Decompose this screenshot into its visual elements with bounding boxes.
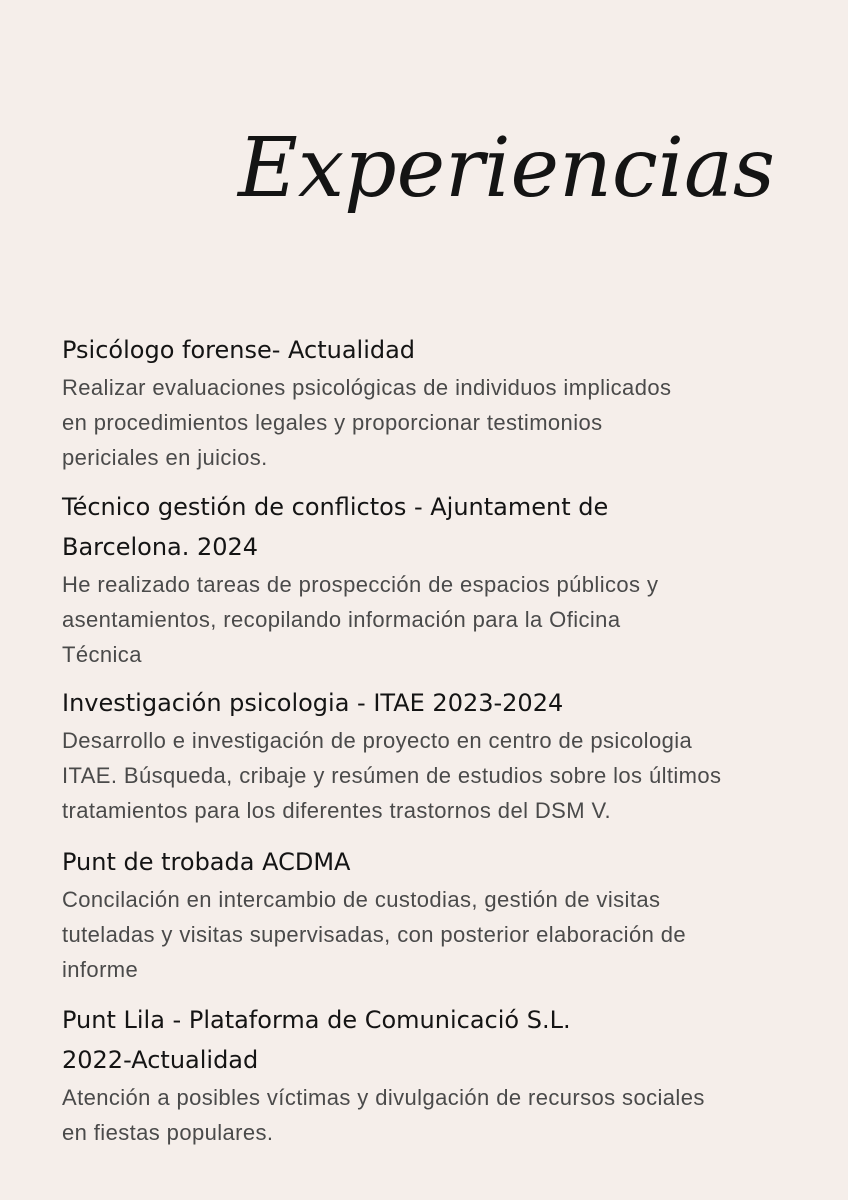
- experience-description: [62, 370, 671, 475]
- experience-description: [62, 1080, 705, 1150]
- experience-description: [62, 882, 686, 987]
- page-header: [0, 0, 848, 290]
- experience-description-line: tuteladas y visitas supervisadas, con posterior elaboración de: [62, 922, 687, 947]
- experience-title-line: 2022-Actualidad: [62, 1046, 259, 1074]
- experience-description-line: Realizar evaluaciones psicológicas de individuos implicados: [62, 375, 672, 400]
- experience-title: [62, 842, 686, 882]
- experience-item: [62, 683, 721, 828]
- experience-description-line: asentamientos, recopilando información para la Oficina: [62, 607, 621, 632]
- experience-title-line: Técnico gestión de conflictos - Ajuntament de: [62, 493, 609, 521]
- experience-description-line: ITAE. Búsqueda, cribaje y resúmen de estudios sobre los últimos: [62, 763, 722, 788]
- experience-title-line: Punt de trobada ACDMA: [62, 848, 351, 876]
- experience-description-line: Desarrollo e investigación de proyecto en centro de psicologia: [62, 728, 693, 753]
- experience-title: [62, 1000, 705, 1080]
- experience-description: [62, 723, 721, 828]
- experience-description-line: en fiestas populares.: [62, 1120, 274, 1145]
- experience-description-line: periciales en juicios.: [62, 445, 268, 470]
- experience-description-line: He realizado tareas de prospección de espacios públicos y: [62, 572, 659, 597]
- experience-item: [62, 487, 658, 672]
- experience-title: [62, 683, 721, 723]
- experience-title-line: Psicólogo forense- Actualidad: [62, 336, 416, 364]
- page-title-text: Experiencias: [238, 121, 776, 216]
- page-title: [228, 96, 776, 256]
- experience-title-line: Punt Lila - Plataforma de Comunicació S.L.: [62, 1006, 571, 1034]
- experience-description-line: tratamientos para los diferentes trastornos del DSM V.: [62, 798, 612, 823]
- experience-description-line: Concilación en intercambio de custodias, gestión de visitas: [62, 887, 661, 912]
- experience-item: [62, 330, 671, 475]
- experience-description-line: Atención a posibles víctimas y divulgación de recursos sociales: [62, 1085, 705, 1110]
- experience-title-line: Barcelona. 2024: [62, 533, 259, 561]
- experience-item: [62, 1000, 705, 1150]
- experience-title-line: Investigación psicologia - ITAE 2023-2024: [62, 689, 564, 717]
- experience-description-line: informe: [62, 957, 139, 982]
- experience-item: [62, 842, 686, 987]
- experience-title: [62, 330, 671, 370]
- experience-title: [62, 487, 658, 567]
- experience-description-line: en procedimientos legales y proporcionar testimonios: [62, 410, 603, 435]
- experience-description-line: Técnica: [62, 642, 142, 667]
- experience-description: [62, 567, 658, 672]
